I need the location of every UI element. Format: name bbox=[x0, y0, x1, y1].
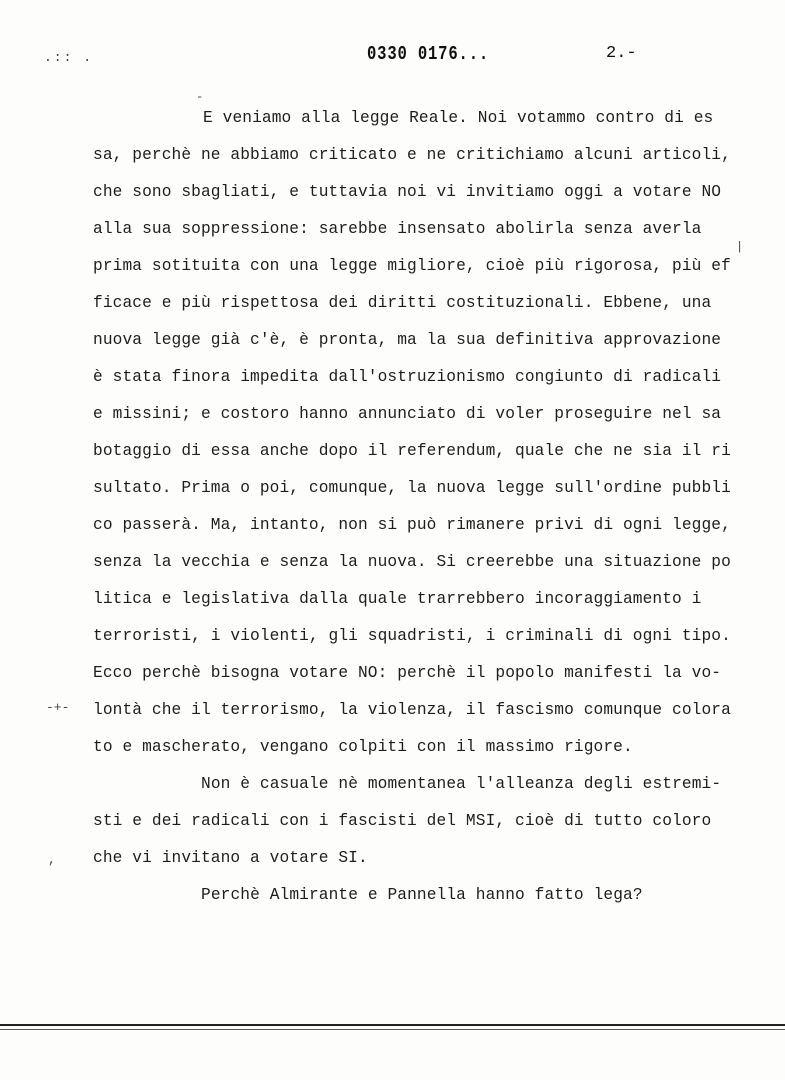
paragraph-line: Non è casuale nè momentanea l'alleanza degli estremi- bbox=[201, 775, 722, 793]
body-line: co passerà. Ma, intanto, non si può rimanere privi di ogni legge, bbox=[93, 516, 731, 534]
body-line: terroristi, i violenti, gli squadristi, i criminali di ogni tipo. bbox=[93, 627, 731, 645]
body-line: E veniamo alla legge Reale. Noi votammo contro di es bbox=[203, 109, 714, 127]
body-line: e missini; e costoro hanno annunciato di voler proseguire nel sa bbox=[93, 405, 722, 423]
margin-scribble-icon: -+- bbox=[46, 700, 70, 715]
page-number: 2.- bbox=[606, 44, 637, 63]
body-line: alla sua soppressione: sarebbe insensato abolirla senza averla bbox=[93, 220, 702, 238]
archive-number: 0330 0176... bbox=[367, 43, 490, 65]
body-line: ficace e più rispettosa dei diritti costituzionali. Ebbene, una bbox=[93, 294, 712, 312]
body-line: senza la vecchia e senza la nuova. Si creerebbe una situazione po bbox=[93, 553, 731, 571]
page-bottom-rule-secondary bbox=[0, 1029, 785, 1030]
body-line: litica e legislativa dalla quale trarrebbero incoraggiamento i bbox=[93, 590, 702, 608]
margin-scribble-icon: , bbox=[48, 852, 56, 867]
ink-speck-icon: - bbox=[196, 90, 204, 104]
ink-speck-icon: | bbox=[736, 240, 744, 254]
body-line: lontà che il terrorismo, la violenza, il fascismo comunque colora bbox=[93, 701, 731, 719]
page-bottom-rule bbox=[0, 1024, 785, 1026]
paragraph-line: che vi invitano a votare SI. bbox=[93, 849, 368, 867]
body-line: to e mascherato, vengano colpiti con il massimo rigore. bbox=[93, 738, 633, 756]
body-line: prima sotituita con una legge migliore, cioè più rigorosa, più ef bbox=[93, 257, 731, 275]
body-line: è stata finora impedita dall'ostruzionismo congiunto di radicali bbox=[93, 368, 722, 386]
paragraph-line: sti e dei radicali con i fascisti del MSI, cioè di tutto coloro bbox=[93, 812, 712, 830]
closing-question: Perchè Almirante e Pannella hanno fatto lega? bbox=[201, 886, 643, 904]
body-line: botaggio di essa anche dopo il referendum, quale che ne sia il ri bbox=[93, 442, 731, 460]
typewritten-body bbox=[93, 108, 733, 922]
body-line: sa, perchè ne abbiamo criticato e ne critichiamo alcuni articoli, bbox=[93, 146, 731, 164]
body-line: Ecco perchè bisogna votare NO: perchè il popolo manifesti la vo- bbox=[93, 664, 722, 682]
body-line: che sono sbagliati, e tuttavia noi vi invitiamo oggi a votare NO bbox=[93, 183, 722, 201]
header-left-mark: .:: . bbox=[44, 50, 94, 65]
body-line: nuova legge già c'è, è pronta, ma la sua definitiva approvazione bbox=[93, 331, 722, 349]
body-line: sultato. Prima o poi, comunque, la nuova legge sull'ordine pubbli bbox=[93, 479, 731, 497]
